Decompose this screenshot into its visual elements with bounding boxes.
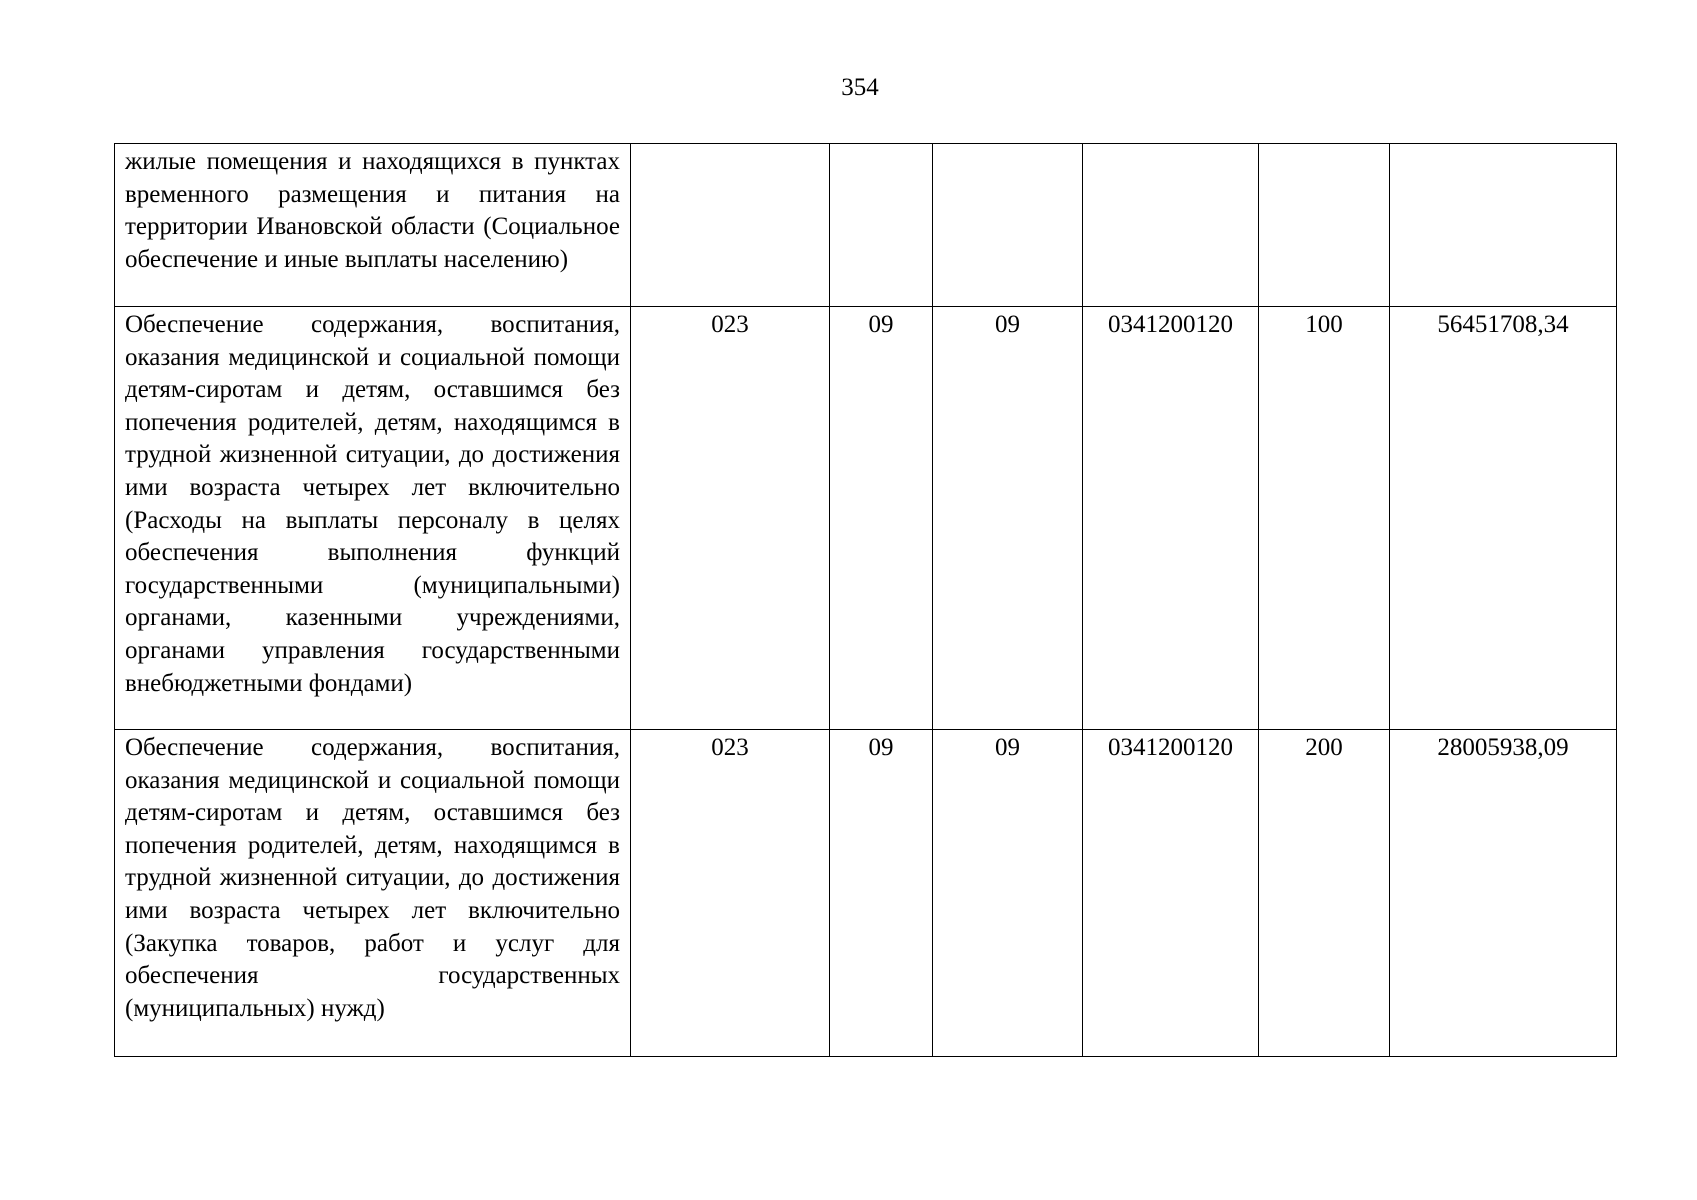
row-description: Обеспечение содержания, воспитания, оказания медицинской и социальной помощи детям-сиротам и детям, оставшимся без попечения родителей, детям, находящимся в трудной жизненной ситуации, до достижения ими возраста четырех лет включительно (Закупка товаров, работ и услуг для обеспечения государственных (муниципальных) нужд)	[115, 730, 631, 1057]
page-number: 354	[841, 74, 879, 101]
target-article-cell: 0341200120	[1083, 730, 1259, 1057]
expense-type-cell: 200	[1259, 730, 1390, 1057]
admin-code-cell: 023	[631, 307, 830, 730]
table-row	[115, 144, 1617, 307]
section-cell: 09	[830, 730, 933, 1057]
amount-cell: 56451708,34	[1390, 307, 1617, 730]
subsection-cell	[933, 144, 1083, 307]
budget-table	[114, 143, 1617, 1057]
table-row	[115, 307, 1617, 730]
admin-code-cell: 023	[631, 730, 830, 1057]
section-cell	[830, 144, 933, 307]
table-row	[115, 730, 1617, 1057]
amount-cell: 28005938,09	[1390, 730, 1617, 1057]
subsection-cell: 09	[933, 730, 1083, 1057]
subsection-cell: 09	[933, 307, 1083, 730]
amount-cell	[1390, 144, 1617, 307]
row-description: Обеспечение содержания, воспитания, оказания медицинской и социальной помощи детям-сиротам и детям, оставшимся без попечения родителей, детям, находящимся в трудной жизненной ситуации, до достижения ими возраста четырех лет включительно (Расходы на выплаты персоналу в целях обеспечения выполнения функций государственными (муниципальными) органами, казенными учреждениями, органами управления государственными внебюджетными фондами)	[115, 307, 631, 730]
admin-code-cell	[631, 144, 830, 307]
target-article-cell: 0341200120	[1083, 307, 1259, 730]
expense-type-cell: 100	[1259, 307, 1390, 730]
row-description: жилые помещения и находящихся в пунктах временного размещения и питания на территории Ивановской области (Социальное обеспечение и иные выплаты населению)	[115, 144, 631, 307]
target-article-cell	[1083, 144, 1259, 307]
section-cell: 09	[830, 307, 933, 730]
expense-type-cell	[1259, 144, 1390, 307]
